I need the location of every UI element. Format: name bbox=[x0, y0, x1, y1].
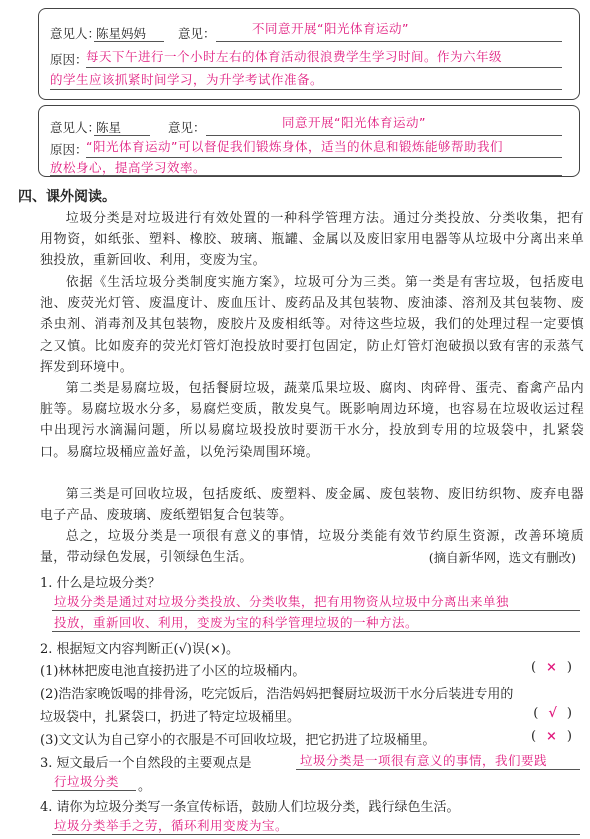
reason-label: 原因： bbox=[50, 142, 88, 157]
section-title: 四、课外阅读。 bbox=[18, 189, 116, 205]
opinion-text: 不同意开展“阳光体育运动” bbox=[252, 21, 409, 36]
answer-3-underline-1 bbox=[296, 769, 580, 770]
opinion-text: 同意开展“阳光体育运动” bbox=[282, 115, 426, 130]
person-underline bbox=[94, 135, 150, 136]
passage-paragraph-2: 依据《生活垃圾分类制度实施方案》，垃圾可分为三类。第一类是有害垃圾，包括废电池、废荧光灯管、废温度计、废血压计、废药品及其包装物、废油漆、溶剂及其包装物、废杀虫剂、消毒剂及其包装物，废胶片及废相纸等。对待这些垃圾，我们的处理过程一定要慎之又慎。比如废弃的荧光灯管灯泡投放时要打包固定，防止灯管灯泡破损以致有害的汞蒸气挥发到环境中。 bbox=[40, 275, 584, 375]
answer-4-underline bbox=[52, 834, 580, 835]
opinion-underline bbox=[206, 135, 562, 136]
judge-item-2: (2)浩浩家晚饭喝的排骨汤，吃完饭后，浩浩妈妈把餐厨垃圾沥干水分后装进专用的 bbox=[40, 687, 514, 702]
judge-item-2-cont: 垃圾袋中，扎紧袋口，扔进了特定垃圾桶里。 bbox=[40, 710, 301, 725]
reason-line-2: 的学生应该抓紧时间学习，为升学考试作准备。 bbox=[50, 72, 324, 87]
question-2: 2. 根据短文内容判断正(√)误(×)。 bbox=[40, 642, 239, 657]
person-label: 意见人： bbox=[50, 120, 101, 135]
answer-1-underline-2 bbox=[52, 631, 580, 632]
reason-line-1: 每天下午进行一个小时左右的体育活动很浪费学生学习时间。作为六年级 bbox=[86, 49, 503, 64]
opinion-label: 意见： bbox=[178, 26, 216, 41]
reason-line-1: “阳光体育运动”可以督促我们锻炼身体，适当的休息和锻炼能够帮助我们 bbox=[86, 139, 503, 154]
answer-3-line-2: 行垃圾分类 bbox=[54, 774, 120, 789]
answer-1-line-2: 投放，重新回收、利用，变废为宝的科学管理垃圾的一种方法。 bbox=[54, 615, 419, 630]
person-name: 陈星 bbox=[96, 120, 122, 135]
person-label: 意见人： bbox=[50, 26, 101, 41]
answer-4: 垃圾分类举手之劳，循环利用变废为宝。 bbox=[54, 818, 289, 833]
judge-item-1: (1)林林把废电池直接扔进了小区的垃圾桶内。 bbox=[40, 664, 306, 679]
question-3: 3. 短文最后一个自然段的主要观点是 bbox=[40, 756, 252, 771]
answer-1-line-1: 垃圾分类是通过对垃圾分类投放、分类收集，把有用物资从垃圾中分离出来单独 bbox=[54, 594, 510, 609]
question-1: 1. 什么是垃圾分类？ bbox=[40, 576, 161, 591]
reason-underline-1 bbox=[86, 67, 562, 68]
source-note: (摘自新华网，选文有删改) bbox=[428, 550, 576, 565]
reason-underline-2 bbox=[50, 89, 562, 90]
answer-3-underline-2 bbox=[52, 790, 136, 791]
judge-item-3: (3)文文认为自己穿小的衣服是不可回收垃圾，把它扔进了垃圾桶里。 bbox=[40, 733, 436, 748]
judge-mark-2: ( √ ) bbox=[533, 706, 572, 721]
reason-line-2: 放松身心，提高学习效率。 bbox=[50, 160, 207, 175]
reason-underline-2 bbox=[50, 175, 562, 176]
answer-3-end: 。 bbox=[138, 779, 152, 794]
answer-1-underline-1 bbox=[52, 610, 580, 611]
reason-label: 原因： bbox=[50, 52, 88, 67]
passage-paragraph-5: 总之，垃圾分类是一项很有意义的事情，垃圾分类能有效节约原生资源，改善环境质量，带动绿色发展，引领绿色生活。 bbox=[40, 529, 584, 566]
person-name: 陈星妈妈 bbox=[96, 26, 147, 41]
question-4: 4. 请你为垃圾分类写一条宣传标语，鼓励人们垃圾分类，践行绿色生活。 bbox=[40, 800, 460, 815]
judge-mark-1: ( × ) bbox=[530, 660, 572, 675]
answer-3-line-1: 垃圾分类是一项很有意义的事情，我们要践 bbox=[300, 753, 548, 768]
passage-paragraph-4: 第三类是可回收垃圾，包括废纸、废塑料、废金属、废包装物、废旧纺织物、废弃电器电子产品、废玻璃、废纸塑铝复合包装等。 bbox=[40, 487, 584, 524]
opinion-underline bbox=[216, 41, 562, 42]
opinion-label: 意见： bbox=[168, 120, 206, 135]
judge-mark-3: ( × ) bbox=[530, 729, 572, 744]
passage-paragraph-1: 垃圾分类是对垃圾进行有效处置的一种科学管理方法。通过分类投放、分类收集，把有用物资，如纸张、塑料、橡胶、玻璃、瓶罐、金属以及废旧家用电器等从垃圾中分离出来单独投放，重新回收、利用，变废为宝。 bbox=[40, 211, 584, 269]
passage-paragraph-3: 第二类是易腐垃圾，包括餐厨垃圾，蔬菜瓜果垃圾、腐肉、肉碎骨、蛋壳、畜禽产品内脏等。易腐垃圾水分多，易腐烂变质，散发臭气。既影响周边环境，也容易在垃圾收运过程中出现污水滴漏问题，所以易腐垃圾投放时要沥干水分，投放到专用的垃圾袋中，扎紧袋口。易腐垃圾桶应盖好盖，以免污染周围环境。 bbox=[40, 381, 584, 460]
person-underline bbox=[94, 41, 164, 42]
